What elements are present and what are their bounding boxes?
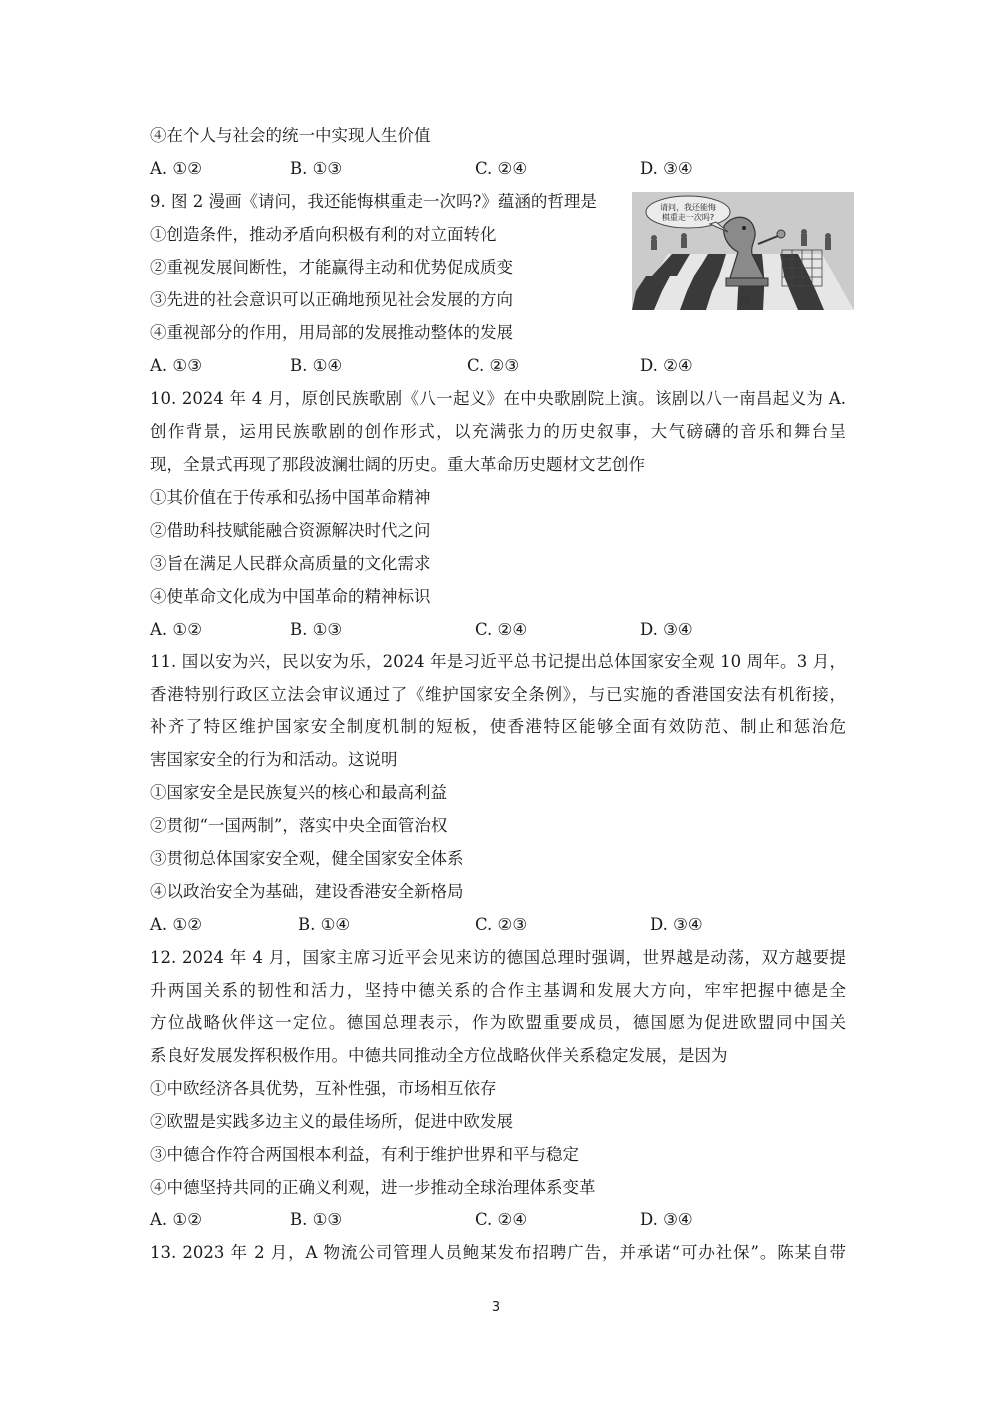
q10-option-b: B. ①③ bbox=[290, 620, 343, 639]
q11-item-4: ④以政治安全为基础，建设香港安全新格局 bbox=[150, 882, 464, 901]
q10-item-1: ①其价值在于传承和弘扬中国革命精神 bbox=[150, 488, 431, 507]
q11-item-3: ③贯彻总体国家安全观，健全国家安全体系 bbox=[150, 849, 464, 868]
q8-item-4: ④在个人与社会的统一中实现人生价值 bbox=[150, 126, 431, 145]
speech-bubble-line-1: 请问，我还能悔 bbox=[660, 203, 716, 212]
q12-item-4: ④中德坚持共同的正确义利观，进一步推动全球治理体系变革 bbox=[150, 1178, 596, 1197]
q12-stem-line-2: 升两国关系的韧性和活力，坚持中德关系的合作主基调和发展大方向，牢牢把握中德是全 bbox=[150, 981, 846, 1000]
q11-stem-line-2: 香港特别行政区立法会审议通过了《维护国家安全条例》，与已实施的香港国安法有机衔接， bbox=[150, 685, 846, 704]
q11-option-c: C. ②③ bbox=[475, 915, 528, 934]
q11-options bbox=[150, 914, 850, 936]
q10-options bbox=[150, 619, 850, 641]
q11-stem-line-4: 害国家安全的行为和活动。这说明 bbox=[150, 750, 398, 769]
q12-option-d: D. ③④ bbox=[640, 1210, 693, 1229]
q10-item-2: ②借助科技赋能融合资源解决时代之问 bbox=[150, 521, 431, 540]
q8-option-a: A. ①② bbox=[150, 159, 202, 178]
q10-item-3: ③旨在满足人民群众高质量的文化需求 bbox=[150, 554, 431, 573]
speech-bubble-line-2: 棋重走一次吗? bbox=[661, 213, 715, 222]
q12-option-b: B. ①③ bbox=[290, 1210, 343, 1229]
q9-option-d: D. ②④ bbox=[640, 356, 693, 375]
q9-stem: 9. 图 2 漫画《请问，我还能悔棋重走一次吗?》蕴涵的哲理是 bbox=[150, 192, 597, 211]
q11-stem-line-3: 补齐了特区维护国家安全制度机制的短板，使香港特区能够全面有效防范、制止和惩治危 bbox=[150, 717, 846, 736]
q9-item-4: ④重视部分的作用，用局部的发展推动整体的发展 bbox=[150, 323, 513, 342]
q12-item-3: ③中德合作符合两国根本利益，有利于维护世界和平与稳定 bbox=[150, 1145, 579, 1164]
q9-item-2: ②重视发展间断性，才能赢得主动和优势促成质变 bbox=[150, 258, 513, 277]
q10-stem-line-1: 10. 2024 年 4 月，原创民族歌剧《八一起义》在中央歌剧院上演。该剧以八一南昌起义为 A. bbox=[150, 389, 846, 408]
q8-option-b: B. ①③ bbox=[290, 159, 343, 178]
q9-option-c: C. ②③ bbox=[467, 356, 520, 375]
q12-stem-line-3: 方位战略伙伴这一定位。德国总理表示，作为欧盟重要成员，德国愿为促进欧盟同中国关 bbox=[150, 1013, 846, 1032]
q10-option-d: D. ③④ bbox=[640, 620, 693, 639]
q12-stem-line-4: 系良好发展发挥积极作用。中德共同推动全方位战略伙伴关系稳定发展，是因为 bbox=[150, 1046, 728, 1065]
q10-item-4: ④使革命文化成为中国革命的精神标识 bbox=[150, 587, 431, 606]
q9-item-1: ①创造条件，推动矛盾向积极有利的对立面转化 bbox=[150, 225, 497, 244]
q11-item-2: ②贯彻“一国两制”，落实中央全面管治权 bbox=[150, 816, 448, 835]
q9-option-a: A. ①③ bbox=[150, 356, 202, 375]
q9-item-3: ③先进的社会意识可以正确地预见社会发展的方向 bbox=[150, 290, 513, 309]
q12-option-c: C. ②④ bbox=[475, 1210, 528, 1229]
q8-options bbox=[150, 158, 850, 180]
q11-option-b: B. ①④ bbox=[298, 915, 351, 934]
q11-stem-line-1: 11. 国以安为兴，民以安为乐，2024 年是习近平总书记提出总体国家安全观 10 周年。3 月， bbox=[150, 652, 846, 671]
q10-stem-line-3: 现，全景式再现了那段波澜壮阔的历史。重大革命历史题材文艺创作 bbox=[150, 455, 645, 474]
page-number: 3 bbox=[491, 1300, 501, 1315]
q11-option-a: A. ①② bbox=[150, 915, 202, 934]
q11-item-1: ①国家安全是民族复兴的核心和最高利益 bbox=[150, 783, 447, 802]
q10-stem-line-2: 创作背景，运用民族歌剧的创作形式，以充满张力的历史叙事，大气磅礴的音乐和舞台呈 bbox=[150, 422, 846, 441]
q8-option-c: C. ②④ bbox=[475, 159, 528, 178]
cartoon-figure-2 bbox=[632, 192, 854, 310]
q9-options bbox=[150, 355, 850, 377]
q9-option-b: B. ①④ bbox=[290, 356, 343, 375]
q13-stem-line-1: 13. 2023 年 2 月，A 物流公司管理人员鲍某发布招聘广告，并承诺“可办社保”。陈某自带 bbox=[150, 1243, 846, 1262]
q10-option-a: A. ①② bbox=[150, 620, 202, 639]
q12-item-2: ②欧盟是实践多边主义的最佳场所，促进中欧发展 bbox=[150, 1112, 513, 1131]
q10-option-c: C. ②④ bbox=[475, 620, 528, 639]
q11-option-d: D. ③④ bbox=[650, 915, 703, 934]
q12-item-1: ①中欧经济各具优势，互补性强，市场相互依存 bbox=[150, 1079, 497, 1098]
q12-stem-line-1: 12. 2024 年 4 月，国家主席习近平会见来访的德国总理时强调，世界越是动荡，双方越要提 bbox=[150, 948, 846, 967]
figure-caption: 图2 bbox=[737, 297, 751, 306]
q8-option-d: D. ③④ bbox=[640, 159, 693, 178]
q12-options bbox=[150, 1209, 850, 1231]
chess-cartoon-illustration bbox=[632, 192, 854, 310]
q12-option-a: A. ①② bbox=[150, 1210, 202, 1229]
